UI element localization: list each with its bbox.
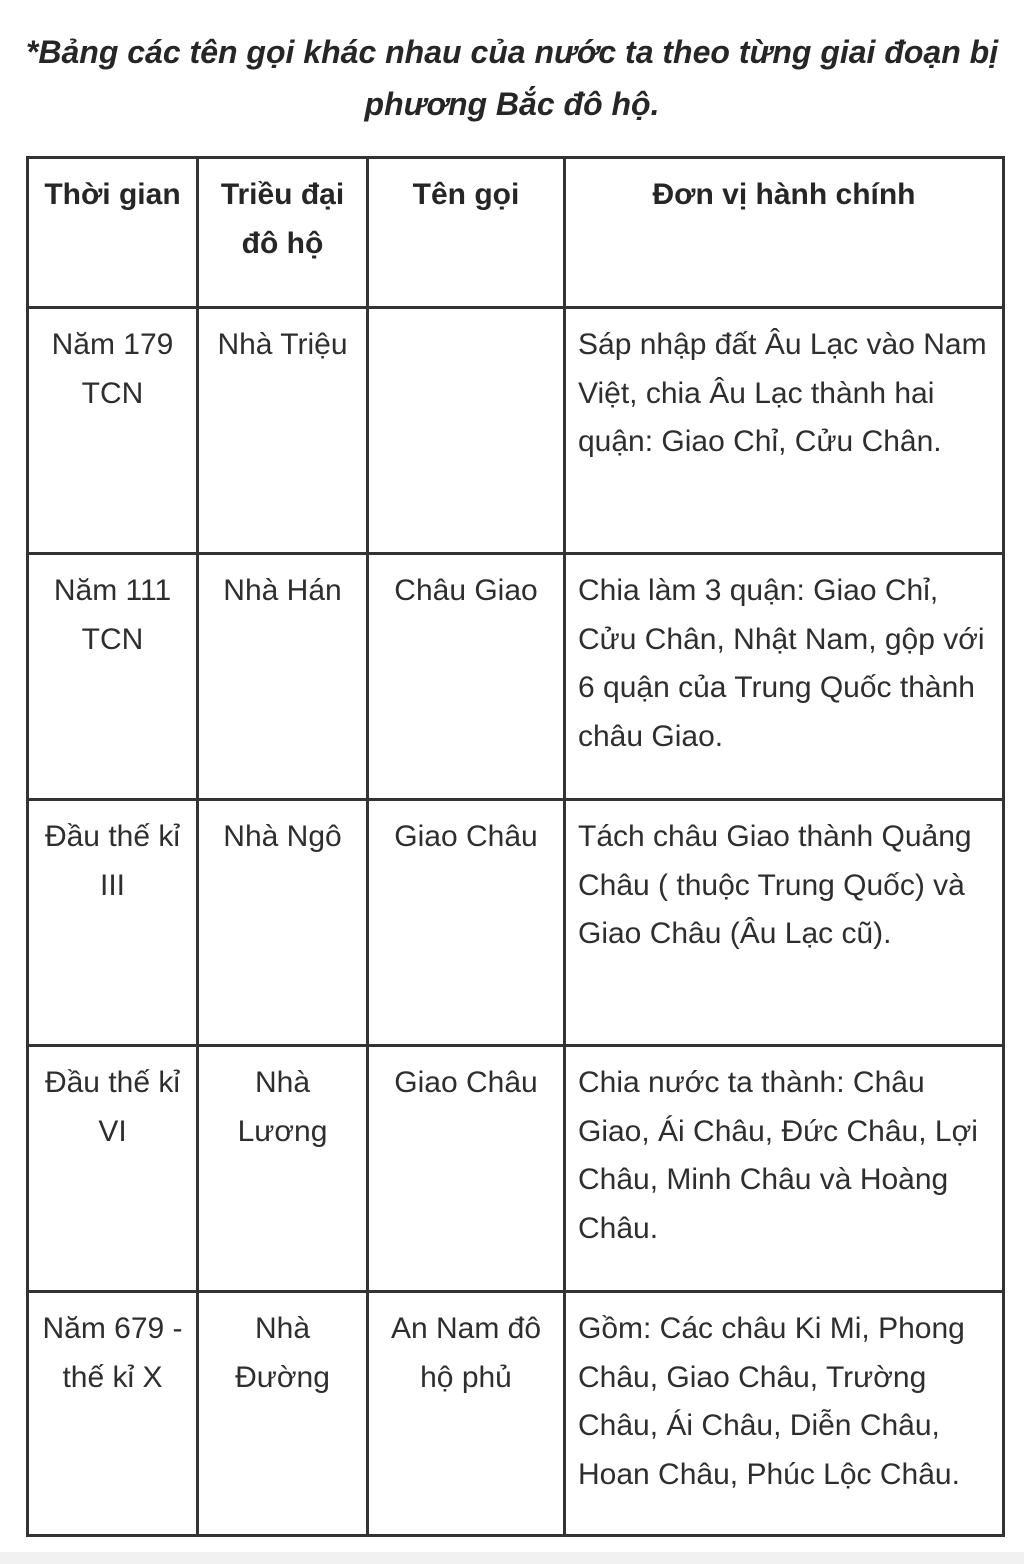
table-row <box>28 308 1004 554</box>
cell-time: Năm 679 - thế kỉ X <box>28 1292 198 1536</box>
header-dynasty: Triều đại đô hộ <box>198 158 368 308</box>
header-time: Thời gian <box>28 158 198 308</box>
cell-admin: Gồm: Các châu Ki Mi, Phong Châu, Giao Châu, Trường Châu, Ái Châu, Diễn Châu, Hoan Châu, Phúc Lộc Châu. <box>565 1292 1004 1536</box>
cell-dynasty: Nhà Triệu <box>198 308 368 554</box>
header-name: Tên gọi <box>368 158 565 308</box>
cell-name: Giao Châu <box>368 800 565 1046</box>
table-row <box>28 800 1004 1046</box>
cell-time: Năm 179 TCN <box>28 308 198 554</box>
table-row <box>28 1292 1004 1536</box>
cell-dynasty: Nhà Lương <box>198 1046 368 1292</box>
cell-time: Đầu thế kỉ VI <box>28 1046 198 1292</box>
page-title: *Bảng các tên gọi khác nhau của nước ta theo từng giai đoạn bị phương Bắc đô hộ. <box>25 34 999 122</box>
table-row <box>28 1046 1004 1292</box>
cell-dynasty: Nhà Hán <box>198 554 368 800</box>
cell-admin: Sáp nhập đất Âu Lạc vào Nam Việt, chia Âu Lạc thành hai quận: Giao Chỉ, Cửu Chân. <box>565 308 1004 554</box>
dynasty-names-table <box>26 156 1005 1537</box>
table-header-row <box>28 158 1004 308</box>
cell-name: Châu Giao <box>368 554 565 800</box>
cell-name: Giao Châu <box>368 1046 565 1292</box>
cell-name <box>368 308 565 554</box>
cell-time: Năm 111 TCN <box>28 554 198 800</box>
cell-dynasty: Nhà Ngô <box>198 800 368 1046</box>
table-row <box>28 554 1004 800</box>
bottom-divider <box>0 1552 1024 1564</box>
cell-admin: Tách châu Giao thành Quảng Châu ( thuộc Trung Quốc) và Giao Châu (Âu Lạc cũ). <box>565 800 1004 1046</box>
cell-admin: Chia nước ta thành: Châu Giao, Ái Châu, Đức Châu, Lợi Châu, Minh Châu và Hoàng Châu. <box>565 1046 1004 1292</box>
cell-time: Đầu thế kỉ III <box>28 800 198 1046</box>
cell-admin: Chia làm 3 quận: Giao Chỉ, Cửu Chân, Nhật Nam, gộp với 6 quận của Trung Quốc thành châu Giao. <box>565 554 1004 800</box>
cell-name: An Nam đô hộ phủ <box>368 1292 565 1536</box>
cell-dynasty: Nhà Đường <box>198 1292 368 1536</box>
header-admin: Đơn vị hành chính <box>565 158 1004 308</box>
